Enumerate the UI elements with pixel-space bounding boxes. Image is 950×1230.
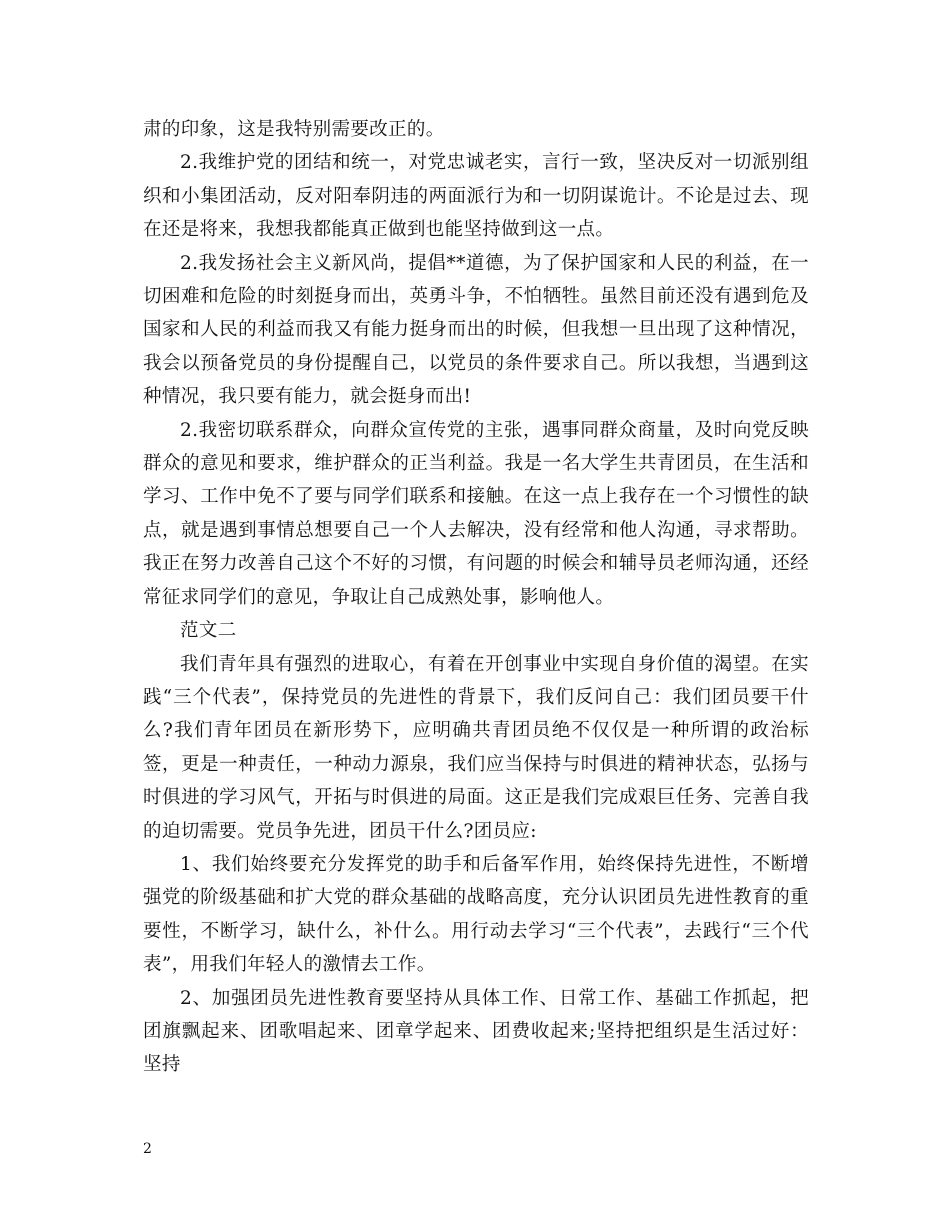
section-heading-fanwen-er: 范文二 [180,620,237,642]
paragraph-3: 2.我发扬社会主义新风尚，提倡**道德，为了保护国家和人民的利益，在一切困难和危险的时刻挺身而出，英勇斗争，不怕牺牲。虽然目前还没有遇到危及国家和人民的利益而我又有能力挺身而出的时候，但我想一旦出现了这种情况，我会以预备党员的身份提醒自己，以党员的条件要求自己。所以我想，当遇到这种情况，我只要有能力，就会挺身而出! [143,252,809,408]
paragraph-2: 2.我维护党的团结和统一，对党忠诚老实，言行一致，坚决反对一切派别组织和小集团活动，反对阳奉阴违的两面派行为和一切阴谋诡计。不论是过去、现在还是将来，我想我都能真正做到也能坚持做到这一点。 [143,152,809,241]
paragraph-4: 2.我密切联系群众，向群众宣传党的主张，遇事同群众商量，及时向党反映群众的意见和要求，维护群众的正当利益。我是一名大学生共青团员，在生活和学习、工作中免不了要与同学们联系和接触。在这一点上我存在一个习惯性的缺点，就是遇到事情总想要自己一个人去解决，没有经常和他人沟通，寻求帮助。我正在努力改善自己这个不好的习惯，有问题的时候会和辅导员老师沟通，还经常征求同学们的意见，争取让自己成熟处事，影响他人。 [143,419,809,608]
paragraph-7: 1、我们始终要充分发挥党的助手和后备军作用，始终保持先进性，不断增强党的阶级基础和扩大党的群众基础的战略高度，充分认识团员先进性教育的重要性，不断学习，缺什么，补什么。用行动去学习“三个代表”，去践行“三个代表”，用我们年轻人的激情去工作。 [143,853,809,976]
paragraph-6: 我们青年具有强烈的进取心，有着在开创事业中实现自身价值的渴望。在实践“三个代表”，保持党员的先进性的背景下，我们反问自己：我们团员要干什么?我们青年团员在新形势下，应明确共青团员绝不仅仅是一种所谓的政治标签，更是一种责任，一种动力源泉，我们应当保持与时俱进的精神状态，弘扬与时俱进的学习风气，开拓与时俱进的局面。这正是我们完成艰巨任务、完善自我的迫切需要。党员争先进，团员干什么?团员应: [143,653,809,842]
paragraph-8: 2、加强团员先进性教育要坚持从具体工作、日常工作、基础工作抓起，把团旗飘起来、团歌唱起来、团章学起来、团费收起来;坚持把组织是生活过好：坚持 [143,987,809,1076]
paragraph-1: 肃的印象，这是我特别需要改正的。 [143,119,445,140]
page-number: 2 [143,1141,152,1157]
document-body [143,113,809,1082]
